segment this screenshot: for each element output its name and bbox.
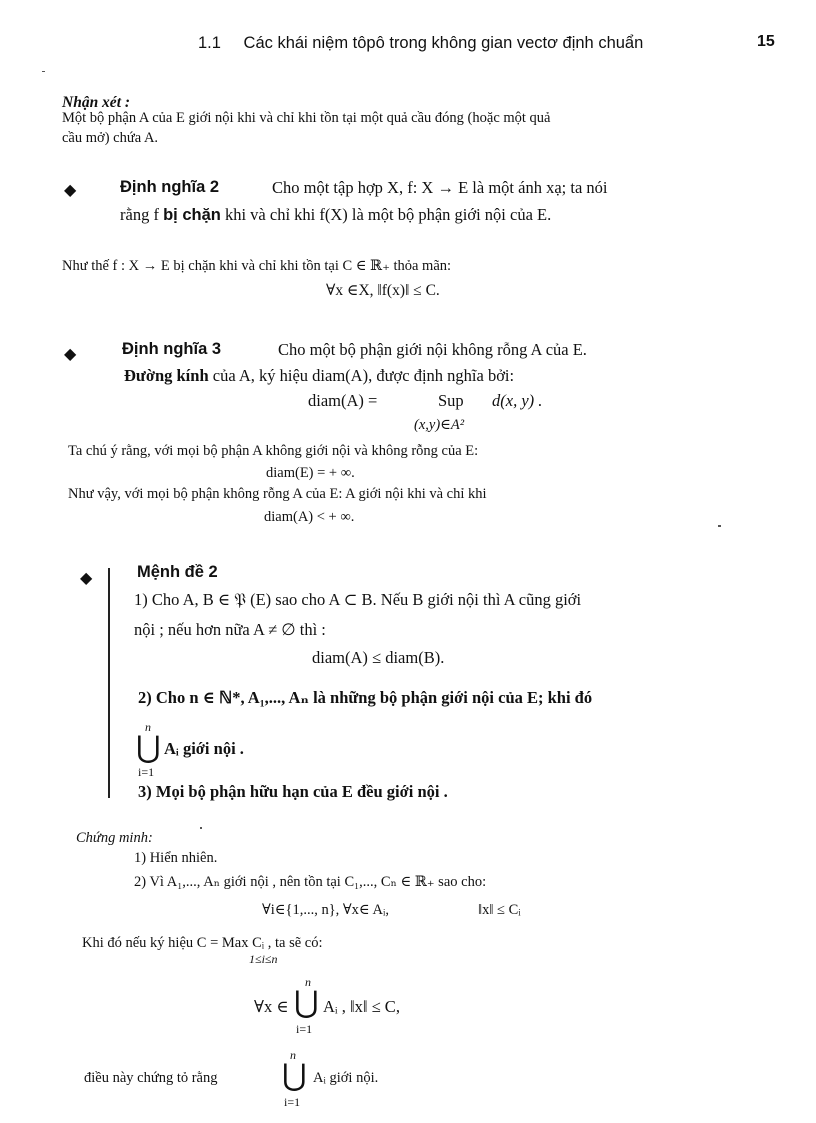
def3-title: Định nghĩa 3	[122, 340, 221, 358]
prop2-title: Mệnh đề 2	[137, 563, 218, 581]
prop2-item1-line2: nội ; nếu hơn nữa A ≠ ∅ thì :	[134, 620, 326, 639]
prop2-union-top: n	[145, 720, 151, 734]
conclusion-union-top: n	[290, 1048, 296, 1062]
scan-mark	[718, 525, 721, 527]
def3-line-2: Đường kính của A, ký hiệu diam(A), được định nghĩa bởi:	[124, 366, 515, 385]
def2-formula: ∀x ∈X, ‖f(x)‖ ≤ C.	[326, 282, 440, 299]
scan-mark	[42, 71, 45, 72]
scan-mark	[200, 827, 202, 829]
def3-note-1-formula: diam(E) = + ∞.	[266, 465, 355, 481]
proof-step2-formula-b: ‖x‖ ≤ Cᵢ	[478, 902, 521, 918]
def3-note-2: Như vậy, với mọi bộ phận không rỗng A của E: A giới nội khi và chỉ khi	[68, 486, 487, 502]
prop2-union-body: Aᵢ giới nội .	[164, 739, 244, 758]
page-number: 15	[757, 33, 775, 50]
running-header	[198, 34, 643, 53]
proof-label: Chứng minh:	[76, 830, 153, 846]
union-symbol-icon: ⋃	[294, 986, 319, 1019]
diamond-bullet-icon: ◆	[80, 570, 93, 587]
proof-step-2: 2) Vì A₁,..., Aₙ giới nội , nên tồn tại C₁,..., Cₙ ∈ ℝ₊ sao cho:	[134, 874, 487, 890]
union-symbol-icon: ⋃	[282, 1059, 307, 1092]
def3-formula-lhs: diam(A) =	[308, 391, 378, 410]
section-title: Các khái niệm tôpô trong không gian vectơ định chuẩn	[243, 34, 644, 52]
prop2-union-bottom: i=1	[138, 765, 155, 779]
proof-step2-formula-a: ∀i∈{1,..., n}, ∀x∈ Aᵢ,	[262, 902, 389, 918]
def3-note-2-formula: diam(A) < + ∞.	[264, 509, 355, 525]
proposition-bar	[108, 568, 110, 798]
proof-union-top: n	[305, 975, 311, 989]
proof-khi-do: Khi đó nếu ký hiệu C = Max Cᵢ , ta sẽ có:	[82, 935, 323, 951]
def3-line-1: Cho một bộ phận giới nội không rỗng A của E.	[278, 340, 587, 359]
proof-union-rhs: Aᵢ , ‖x‖ ≤ C,	[323, 997, 400, 1016]
section-number: 1.1	[198, 34, 221, 52]
diamond-bullet-icon: ◆	[64, 182, 77, 199]
prop2-item2-line1: 2) Cho n ∈ ℕ*, A₁,..., Aₙ là những bộ phận giới nội của E; khi đó	[138, 688, 593, 707]
remark-label: Nhận xét :	[62, 94, 131, 111]
proof-conclusion-rhs: Aᵢ giới nội.	[313, 1070, 379, 1086]
def3-note-1: Ta chú ý rằng, với mọi bộ phận A không giới nội và không rỗng của E:	[68, 443, 479, 459]
conclusion-union-bottom: i=1	[284, 1095, 301, 1109]
def2-line-2: rằng f bị chặn khi và chỉ khi f(X) là một bộ phận giới nội của E.	[120, 205, 552, 224]
proof-union-bottom: i=1	[296, 1022, 313, 1036]
def3-formula-sup: Sup	[438, 391, 464, 410]
remark-line-1: Một bộ phận A của E giới nội khi và chỉ khi tồn tại một quả cầu đóng (hoặc một quả	[62, 110, 551, 126]
diamond-bullet-icon: ◆	[64, 346, 77, 363]
def3-formula-sub: (x,y)∈A²	[414, 417, 465, 433]
proof-step-1: 1) Hiển nhiên.	[134, 850, 218, 866]
prop2-item1-formula: diam(A) ≤ diam(B).	[312, 648, 445, 667]
prop2-item1-line1: 1) Cho A, B ∈ 𝔓 (E) sao cho A ⊂ B. Nếu B giới nội thì A cũng giới	[134, 590, 582, 609]
prop2-item3: 3) Mọi bộ phận hữu hạn của E đều giới nội .	[138, 782, 448, 801]
def2-title: Định nghĩa 2	[120, 178, 219, 196]
proof-union-lhs: ∀x ∈	[254, 997, 289, 1016]
proof-max-sub: 1≤i≤n	[249, 952, 278, 966]
proof-conclusion-text: điều này chứng tỏ rằng	[84, 1070, 218, 1086]
bounded-term: bị chặn	[163, 206, 221, 224]
def2-after: Như thế f : X → E bị chặn khi và chỉ khi tồn tại C ∈ ℝ₊ thỏa mãn:	[62, 258, 452, 274]
diameter-term: Đường kính	[124, 366, 209, 385]
def3-formula-rhs: d(x, y) .	[492, 391, 543, 410]
def2-line-1: Cho một tập hợp X, f: X → E là một ánh xạ; ta nói	[272, 178, 608, 197]
union-symbol-icon: ⋃	[136, 731, 161, 764]
remark-line-2: cầu mở) chứa A.	[62, 130, 159, 146]
